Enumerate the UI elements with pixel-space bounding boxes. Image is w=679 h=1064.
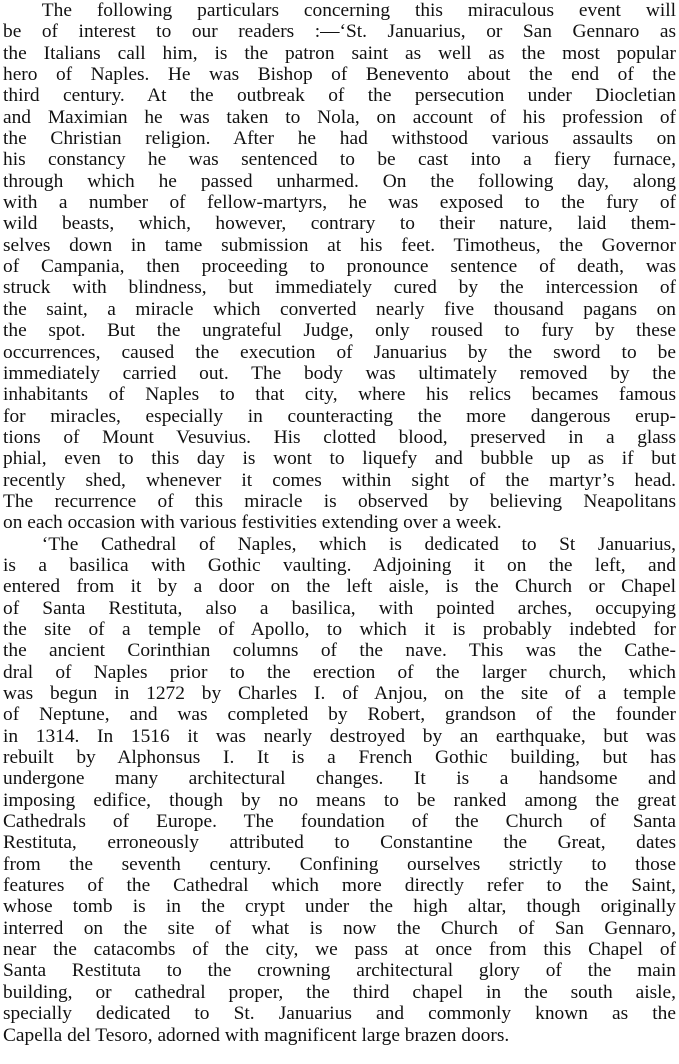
text-line: dral of Naples prior to the erection of the larger church, which xyxy=(3,661,676,683)
text-line: for miracles, especially in counteracting the more dangerous erup- xyxy=(3,405,676,427)
text-line: struck with blindness, but immediately cured by the intercession of xyxy=(3,277,676,299)
text-line: the saint, a miracle which converted nearly five thousand pagans on xyxy=(3,298,676,320)
text-line: the Christian religion. After he had withstood various assaults on xyxy=(3,128,676,150)
text-line: from the seventh century. Confining ourselves strictly to those xyxy=(3,853,676,875)
text-line: imposing edifice, though by no means to be ranked among the great xyxy=(3,789,676,811)
text-line: hero of Naples. He was Bishop of Benevento about the end of the xyxy=(3,64,676,86)
text-line: undergone many architectural changes. It is a handsome and xyxy=(3,768,676,790)
text-line: Santa Restituta to the crowning architectural glory of the main xyxy=(3,960,676,982)
text-line: Capella del Tesoro, adorned with magnificent large brazen doors. xyxy=(3,1024,510,1046)
text-line: and Maximian he was taken to Nola, on account of his profession of xyxy=(3,106,676,128)
text-line: the site of a temple of Apollo, to which it is probably indebted for xyxy=(3,618,676,640)
text-line: wild beasts, which, however, contrary to their nature, laid them- xyxy=(3,213,676,235)
text-line: tions of Mount Vesuvius. His clotted blood, preserved in a glass xyxy=(3,426,676,448)
text-line: of Santa Restituta, also a basilica, with pointed arches, occupying xyxy=(3,597,676,619)
text-line: third century. At the outbreak of the persecution under Diocletian xyxy=(3,85,676,107)
text-line: interred on the site of what is now the Church of San Gennaro, xyxy=(3,917,676,939)
text-line: of Campania, then proceeding to pronounce sentence of death, was xyxy=(3,256,676,278)
text-line: through which he passed unharmed. On the following day, along xyxy=(3,170,676,192)
text-line: on each occasion with various festivities extending over a week. xyxy=(3,512,502,534)
text-line: Restituta, erroneously attributed to Constantine the Great, dates xyxy=(3,832,676,854)
text-line: selves down in tame submission at his feet. Timotheus, the Governor xyxy=(3,234,676,256)
text-line: his constancy he was sentenced to be cast into a fiery furnace, xyxy=(3,149,676,171)
text-line: entered from it by a door on the left aisle, is the Church or Chapel xyxy=(3,576,676,598)
text-line: ‘The Cathedral of Naples, which is dedicated to St Januarius, xyxy=(41,533,676,555)
text-line: immediately carried out. The body was ultimately removed by the xyxy=(3,362,676,384)
text-line: features of the Cathedral which more directly refer to the Saint, xyxy=(3,875,676,897)
text-line: The recurrence of this miracle is observed by believing Neapolitans xyxy=(3,490,676,512)
text-line: recently shed, whenever it comes within sight of the martyr’s head. xyxy=(3,469,676,491)
text-line: The following particulars concerning this miraculous event will xyxy=(41,0,676,21)
text-line: was begun in 1272 by Charles I. of Anjou, on the site of a temple xyxy=(3,683,676,704)
text-line: Cathedrals of Europe. The foundation of the Church of Santa xyxy=(3,811,676,833)
text-line: of Neptune, and was completed by Robert, grandson of the founder xyxy=(3,704,676,726)
text-line: specially dedicated to St. Januarius and commonly known as the xyxy=(3,1003,676,1025)
text-line: phial, even to this day is wont to liquefy and bubble up as if but xyxy=(3,448,676,470)
text-line: the spot. But the ungrateful Judge, only roused to fury by these xyxy=(3,320,676,342)
paragraph-saint-januarius xyxy=(3,0,676,534)
text-line: be of interest to our readers :—‘St. Januarius, or San Gennaro as xyxy=(3,21,676,43)
text-line: whose tomb is in the crypt under the high altar, though originally xyxy=(3,896,676,918)
text-line: occurrences, caused the execution of Januarius by the sword to be xyxy=(3,341,676,363)
text-line: the ancient Corinthian columns of the nave. This was the Cathe- xyxy=(3,640,676,662)
text-line: is a basilica with Gothic vaulting. Adjoining it on the left, and xyxy=(3,554,676,576)
text-line: building, or cathedral proper, the third chapel in the south aisle, xyxy=(3,981,676,1003)
text-line: rebuilt by Alphonsus I. It is a French Gothic building, but has xyxy=(3,747,676,769)
text-line: with a number of fellow-martyrs, he was exposed to the fury of xyxy=(3,192,676,214)
text-line: inhabitants of Naples to that city, where his relics becames famous xyxy=(3,384,676,406)
text-line: near the catacombs of the city, we pass at once from this Chapel of xyxy=(3,939,676,961)
text-line: the Italians call him, is the patron saint as well as the most popular xyxy=(3,42,676,64)
text-line: in 1314. In 1516 it was nearly destroyed by an earthquake, but was xyxy=(3,725,676,747)
paragraph-cathedral-of-naples xyxy=(3,534,676,1046)
